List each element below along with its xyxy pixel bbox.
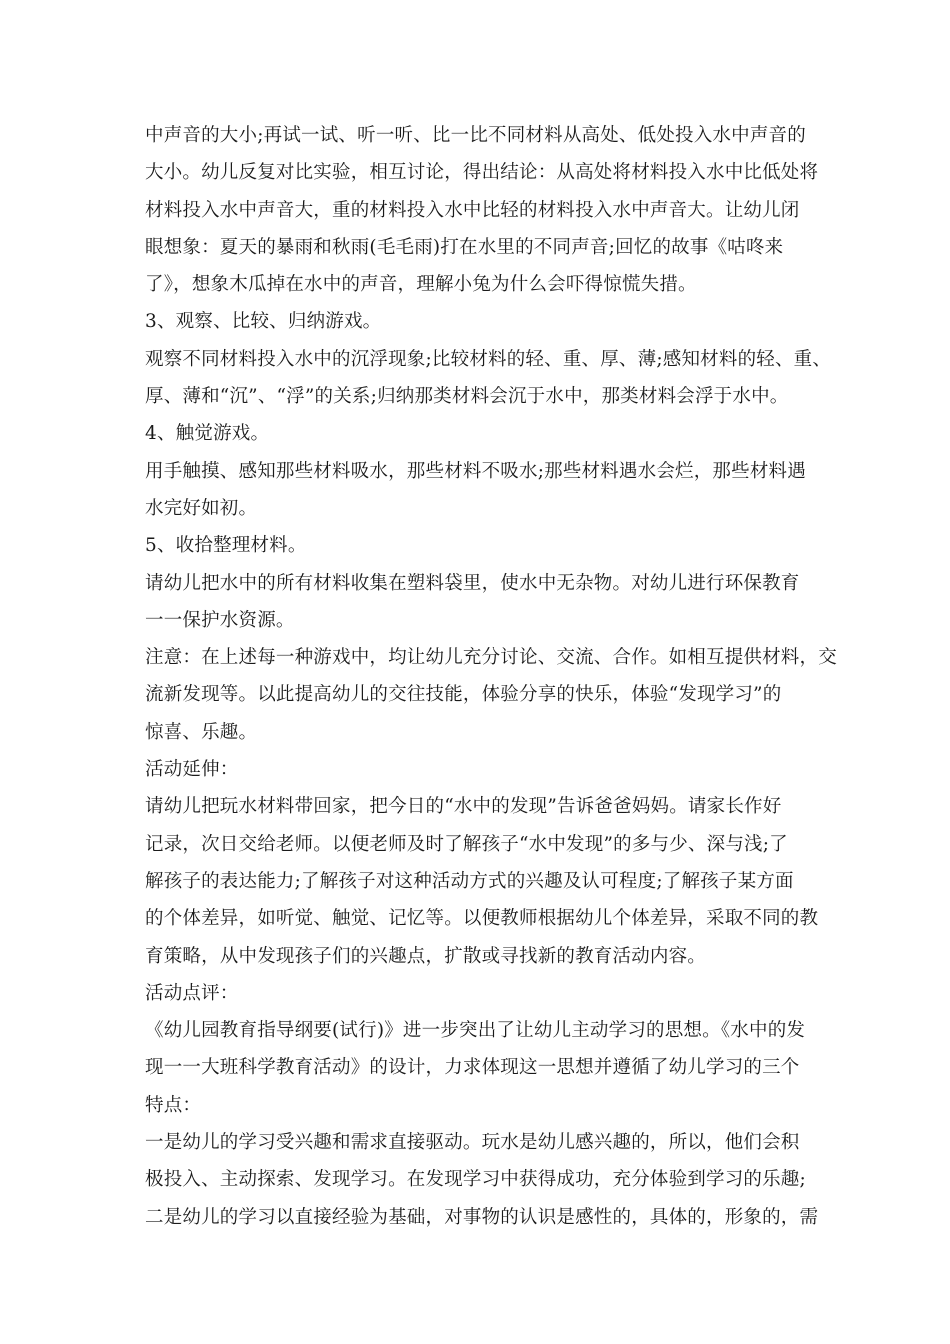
paragraph-line: 眼想象：夏天的暴雨和秋雨(毛毛雨)打在水里的不同声音;回忆的故事《咕咚来 (145, 236, 784, 258)
section-heading: 活动点评： (145, 982, 239, 1004)
paragraph-line: 记录，次日交给老师。以便老师及时了解孩子“水中发现”的多与少、深与浅;了 (145, 833, 788, 855)
section-heading: 活动延伸： (145, 759, 239, 781)
paragraph-line: 中声音的大小;再试一试、听一听、比一比不同材料从高处、低处投入水中声音的 (145, 125, 806, 146)
paragraph-line: 用手触摸、感知那些材料吸水，那些材料不吸水;那些材料遇水会烂，那些材料遇 (145, 460, 806, 482)
paragraph-line: 观察不同材料投入水中的沉浮现象;比较材料的轻、重、厚、薄;感知材料的轻、重、 (145, 348, 832, 370)
paragraph-line: 的个体差异，如听觉、触觉、记忆等。以便教师根据幼儿个体差异，采取不同的教 (145, 908, 819, 930)
paragraph-line: 极投入、主动探索、发现学习。在发现学习中获得成功，充分体验到学习的乐趣; (145, 1169, 806, 1191)
paragraph-line: 注意：在上述每一种游戏中，均让幼儿充分讨论、交流、合作。如相互提供材料，交 (145, 647, 837, 669)
paragraph-line: 一一保护水资源。 (145, 609, 295, 631)
paragraph-line: 流新发现等。以此提高幼儿的交往技能，体验分享的快乐，体验“发现学习”的 (145, 684, 782, 706)
paragraph-line: 育策略，从中发现孩子们的兴趣点，扩散或寻找新的教育活动内容。 (145, 945, 707, 967)
paragraph-line: 大小。幼儿反复对比实验，相互讨论，得出结论：从高处将材料投入水中比低处将 (145, 162, 819, 184)
section-heading: 3、观察、比较、归纳游戏。 (145, 311, 382, 333)
paragraph-line: 请幼儿把玩水材料带回家，把今日的“水中的发现”告诉爸爸妈妈。请家长作好 (145, 796, 782, 818)
paragraph-line: 水完好如初。 (145, 497, 258, 519)
paragraph-line: 二是幼儿的学习以直接经验为基础，对事物的认识是感性的，具体的，形象的，需 (145, 1206, 819, 1228)
paragraph-line: 惊喜、乐趣。 (145, 721, 258, 743)
paragraph-line: 《幼儿园教育指导纲要(试行)》进一步突出了让幼儿主动学习的思想。《水中的发 (145, 1020, 806, 1042)
section-heading: 4、触觉游戏。 (145, 423, 270, 445)
paragraph-line: 了》，想象木瓜掉在水中的声音，理解小兔为什么会吓得惊慌失措。 (145, 274, 697, 296)
paragraph-line: 现一一大班科学教育活动》的设计，力求体现这一思想并遵循了幼儿学习的三个 (145, 1057, 800, 1079)
paragraph-line: 特点： (145, 1094, 202, 1116)
paragraph-line: 材料投入水中声音大，重的材料投入水中比轻的材料投入水中声音大。让幼儿闭 (145, 199, 800, 221)
paragraph-line: 一是幼儿的学习受兴趣和需求直接驱动。玩水是幼儿感兴趣的，所以，他们会积 (145, 1132, 800, 1154)
section-heading: 5、收拾整理材料。 (145, 535, 307, 557)
document-body (145, 117, 837, 1236)
paragraph-line: 请幼儿把水中的所有材料收集在塑料袋里，使水中无杂物。对幼儿进行环保教育 (145, 572, 800, 594)
paragraph-line: 解孩子的表达能力;了解孩子对这种活动方式的兴趣及认可程度;了解孩子某方面 (145, 870, 794, 892)
paragraph-line: 厚、薄和“沉”、“浮”的关系;归纳那类材料会沉于水中，那类材料会浮于水中。 (145, 386, 789, 408)
